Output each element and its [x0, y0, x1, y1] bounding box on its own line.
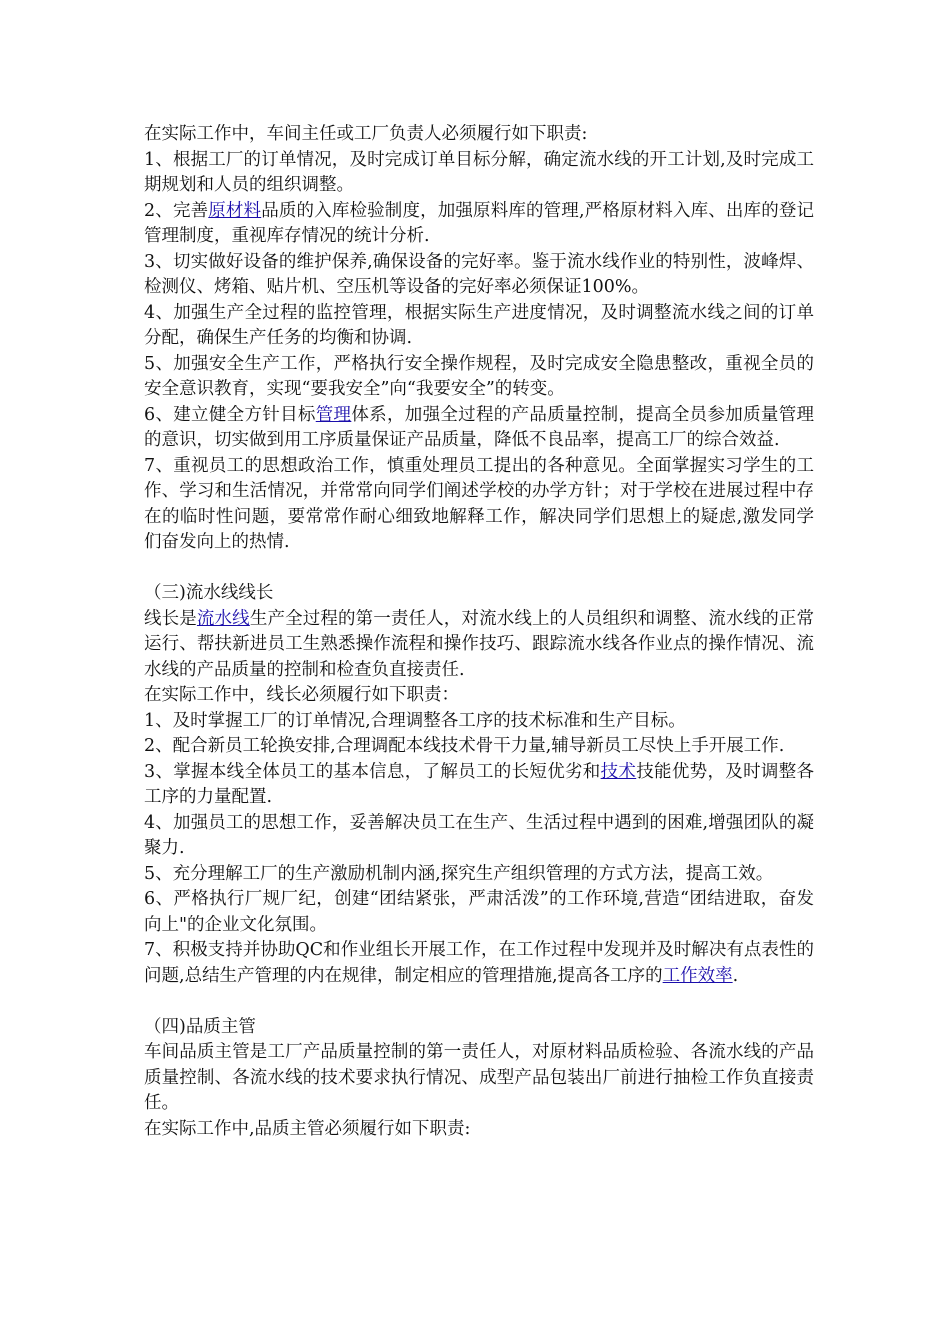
text-run: 车间品质主管是工厂产品质量控制的第一责任人，对原材料品质检验、各流水线的产品质量控制、各流水线的技术要求执行情况、成型产品包装出厂前进行抽检工作负直接责任。 — [144, 1042, 814, 1113]
text-run: . — [732, 965, 739, 986]
text-run: 7、积极支持并协助QC和作业组长开展工作，在工作过程中发现并及时解决有点表性的问题,总结生产管理的内在规律，制定相应的管理措施,提高各工序的 — [144, 940, 814, 986]
paragraph — [144, 1040, 814, 1117]
inline-link[interactable]: 技术 — [600, 761, 637, 782]
paragraph — [144, 887, 814, 938]
paragraph — [144, 734, 814, 760]
paragraph — [144, 148, 814, 199]
paragraph — [144, 607, 814, 684]
inline-link[interactable]: 流水线 — [196, 608, 250, 629]
text-run: 5、加强安全生产工作，严格执行安全操作规程，及时完成安全隐患整改，重视全员的安全意识教育，实现“要我安全”向“我要安全”的转变。 — [144, 353, 814, 399]
paragraph-spacer — [144, 556, 814, 582]
text-run: 2、配合新员工轮换安排,合理调配本线技术骨干力量,辅导新员工尽快上手开展工作. — [144, 736, 785, 756]
paragraph — [144, 760, 814, 811]
text-run: 在实际工作中，线长必须履行如下职责： — [144, 685, 459, 705]
text-run: 体系，加强全过程的产品质量控制，提高全员参加质量管理的意识，切实做到用工序质量保证产品质量，降低不良品率，提高工厂的综合效益. — [144, 404, 815, 450]
text-run: （三)流水线线长 — [144, 583, 274, 603]
text-run: 品质的入库检验制度，加强原料库的管理,严格原材料入库、出库的登记管理制度，重视库存情况的统计分析. — [144, 200, 815, 246]
paragraph — [144, 938, 814, 989]
text-run: 线长是 — [144, 608, 197, 629]
paragraph — [144, 862, 814, 888]
paragraph-spacer — [144, 989, 814, 1015]
inline-link[interactable]: 原材料 — [208, 200, 262, 221]
paragraph — [144, 811, 814, 862]
text-run: 6、严格执行厂规厂纪，创建“团结紧张，严肃活泼”的工作环境,营造“团结进取，奋发向上"的企业文化氛围。 — [144, 889, 814, 935]
text-run: 在实际工作中,品质主管必须履行如下职责: — [144, 1118, 471, 1139]
paragraph — [144, 1117, 814, 1143]
paragraph — [144, 581, 814, 607]
paragraph — [144, 709, 814, 735]
text-run: 7、重视员工的思想政治工作，慎重处理员工提出的各种意见。全面掌握实习学生的工作、学习和生活情况，并常常向同学们阐述学校的办学方针；对于学校在进展过程中存在的临时性问题，要常常作耐心细致地解释工作，解决同学们思想上的疑虑,激发同学们奋发向上的热情. — [144, 455, 814, 552]
text-run: 4、加强员工的思想工作，妥善解决员工在生产、生活过程中遇到的困难,增强团队的凝聚力. — [144, 812, 814, 858]
paragraph — [144, 250, 814, 301]
paragraph — [144, 454, 814, 556]
text-run: 1、根据工厂的订单情况，及时完成订单目标分解，确定流水线的开工计划,及时完成工期规划和人员的组织调整。 — [144, 149, 814, 195]
inline-link[interactable]: 工作效率 — [662, 965, 733, 986]
document-body — [144, 122, 814, 1142]
text-run: 4、加强生产全过程的监控管理，根据实际生产进度情况，及时调整流水线之间的订单分配，确保生产任务的均衡和协调. — [144, 302, 814, 348]
text-run: 2、完善 — [144, 200, 209, 221]
text-run: 5、充分理解工厂的生产激励机制内涵,探究生产组织管理的方式方法，提高工效。 — [144, 863, 774, 884]
paragraph — [144, 1015, 814, 1041]
paragraph — [144, 301, 814, 352]
text-run: 技能优势，及时调整各工序的力量配置. — [144, 761, 815, 807]
text-run: 1、及时掌握工厂的订单情况,合理调整各工序的技术标准和生产目标。 — [144, 710, 686, 731]
inline-link[interactable]: 管理 — [315, 404, 352, 425]
text-run: 6、建立健全方针目标 — [144, 404, 316, 425]
text-run: 生产全过程的第一责任人，对流水线上的人员组织和调整、流水线的正常运行、帮扶新进员工生熟悉操作流程和操作技巧、跟踪流水线各作业点的操作情况、流水线的产品质量的控制和检查负直接责任. — [144, 608, 814, 680]
text-run: 3、切实做好设备的维护保养,确保设备的完好率。鉴于流水线作业的特别性，波峰焊、检测仪、烤箱、贴片机、空压机等设备的完好率必须保证100%。 — [144, 251, 814, 297]
text-run: （四)品质主管 — [144, 1016, 256, 1037]
paragraph — [144, 403, 814, 454]
paragraph — [144, 352, 814, 403]
paragraph — [144, 199, 814, 250]
paragraph — [144, 122, 814, 148]
text-run: 在实际工作中，车间主任或工厂负责人必须履行如下职责: — [144, 124, 588, 144]
text-run: 3、掌握本线全体员工的基本信息，了解员工的长短优劣和 — [144, 761, 601, 782]
paragraph — [144, 683, 814, 709]
